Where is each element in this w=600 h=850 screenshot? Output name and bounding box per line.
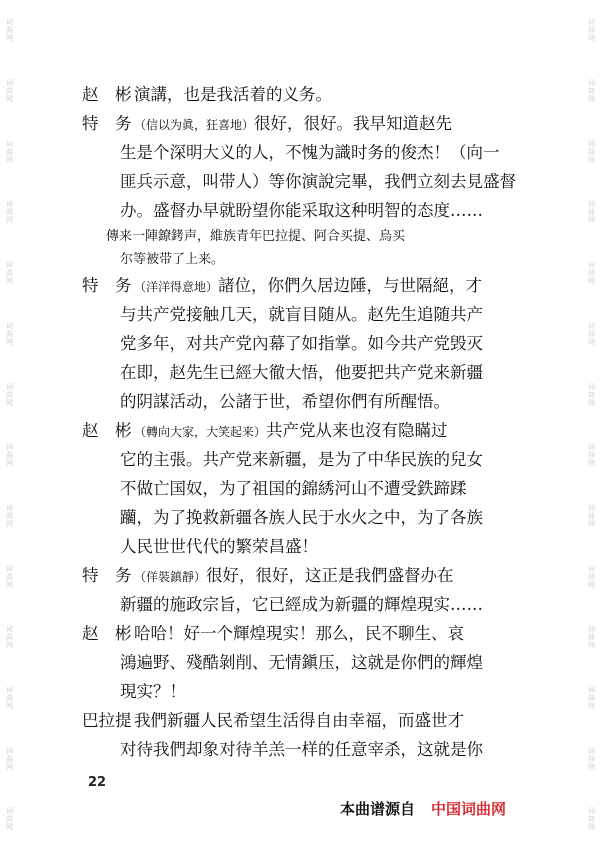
stage-direction-inline: （信以为眞，狂喜地）	[134, 118, 255, 132]
dialogue-line: 躪，为了挽救新疆各族人民于水火之中，为了各族	[120, 508, 483, 527]
dialogue-line: 不做亡国奴，为了祖国的錦綉河山不遭受鉄蹄蹂	[120, 479, 467, 498]
watermark-text: 词曲网	[5, 746, 14, 771]
watermark-text: 词曲网	[5, 18, 14, 43]
dialogue-line: 对待我們却象对待羊羔一样的任意宰杀，这就是你	[120, 740, 483, 759]
dialogue-line: 現实？！	[120, 682, 186, 701]
watermark-text: 词曲网	[5, 807, 14, 832]
dialogue-line: 党多年，对共产党內幕了如指掌。如今共产党毁灭	[120, 334, 483, 353]
watermark-text: 词曲网	[587, 807, 596, 832]
dialogue-line	[82, 109, 514, 138]
speaker-name: 特 务	[82, 276, 132, 295]
watermark-text: 词曲网	[5, 79, 14, 104]
dialogue-line: 与共产党接触几天，就盲目随从。赵先生追随共产	[120, 305, 483, 324]
dialogue-text: 很好，很好。我早知道赵先	[254, 114, 453, 133]
watermark-text: 词曲网	[5, 321, 14, 346]
speaker-name: 巴拉提	[82, 711, 132, 730]
watermark-text: 词曲网	[5, 443, 14, 468]
watermark-text: 词曲网	[5, 200, 14, 225]
watermark-text: 词曲网	[587, 200, 596, 225]
dialogue-text: 共产党从来也沒有隐瞞过	[266, 421, 448, 440]
dialogue-line	[82, 561, 514, 590]
stage-direction: 傳来一陣鐐銬声，維族青年巴拉提、阿合买提、烏买	[106, 229, 406, 244]
site-name: 中国词曲网	[431, 800, 507, 818]
speaker-name: 特 务	[82, 566, 132, 585]
watermark-text: 词曲网	[5, 686, 14, 711]
dialogue-line: 办。盛督办早就盼望你能采取这种明智的态度……	[120, 201, 483, 220]
watermark-text: 词曲网	[587, 18, 596, 43]
watermark-text: 词曲网	[587, 625, 596, 650]
dialogue-line	[82, 416, 514, 445]
source-label: 本曲谱源自	[340, 800, 416, 818]
dialogue-line: 匪兵示意，叫带人）等你演說完畢，我們立刻去見盛督	[120, 172, 516, 191]
watermark-text: 词曲网	[5, 261, 14, 286]
watermark-text: 词曲网	[587, 686, 596, 711]
watermark-text: 词曲网	[587, 261, 596, 286]
watermark-text: 词曲网	[587, 321, 596, 346]
watermark-left-column	[2, 0, 16, 850]
page-number: 22	[88, 775, 107, 790]
dialogue-line	[82, 706, 514, 735]
dialogue-line: 鴻遍野、殘酷剝削、无情鎭压，这就是你們的輝煌	[120, 653, 483, 672]
stage-direction-inline: （佯裝鎮靜）	[134, 570, 207, 584]
dialogue-line: 的阴謀活动，公諸于世，希望你們有所醒悟。	[120, 392, 450, 411]
footer-credit	[340, 798, 506, 819]
watermark-text: 词曲网	[587, 139, 596, 164]
watermark-text: 词曲网	[587, 564, 596, 589]
watermark-right-column	[584, 0, 598, 850]
watermark-text: 词曲网	[5, 564, 14, 589]
dialogue-line: 新疆的施政宗旨，它已經成为新疆的輝煌現实……	[120, 595, 483, 614]
dialogue-text: 演講，也是我活着的义务。	[134, 85, 332, 104]
speaker-name: 赵 彬	[82, 421, 132, 440]
speaker-name: 赵 彬	[82, 85, 132, 104]
watermark-text: 词曲网	[587, 746, 596, 771]
dialogue-line	[82, 619, 514, 648]
dialogue-line	[82, 271, 514, 300]
watermark-text: 词曲网	[5, 382, 14, 407]
dialogue-text: 我們新疆人民希望生活得自由幸福，而盛世才	[134, 711, 464, 730]
dialogue-line	[82, 80, 514, 109]
dialogue-text: 很好，很好，这正是我們盛督办在	[206, 566, 454, 585]
stage-direction-inline: （洋洋得意地）	[134, 280, 219, 294]
watermark-text: 词曲网	[587, 503, 596, 528]
dialogue-line: 生是个深明大义的人，不愧为識时务的俊杰！（向一	[120, 143, 500, 162]
dialogue-line: 它的主張。共产党来新疆，是为了中华民族的兒女	[120, 450, 483, 469]
watermark-text: 词曲网	[5, 503, 14, 528]
dialogue-line: 在即，赵先生已經大徹大悟，他要把共产党来新疆	[120, 363, 483, 382]
stage-direction-inline: （轉向大家，大笑起来）	[134, 425, 267, 439]
watermark-text: 词曲网	[5, 625, 14, 650]
dialogue-text: 諸位，你們久居边陲，与世隔絕，才	[218, 276, 483, 295]
stage-direction: 尔等被带了上来。	[120, 252, 225, 267]
speaker-name: 特 务	[82, 114, 132, 133]
watermark-text: 词曲网	[587, 443, 596, 468]
speaker-name: 赵 彬	[82, 624, 132, 643]
dialogue-line: 人民世世代代的繁荣昌盛！	[120, 537, 318, 556]
dialogue-text: 哈哈！好一个輝煌現实！那么，民不聊生、哀	[134, 624, 464, 643]
watermark-text: 词曲网	[587, 382, 596, 407]
script-body	[82, 80, 514, 764]
watermark-text: 词曲网	[5, 139, 14, 164]
watermark-text: 词曲网	[587, 79, 596, 104]
